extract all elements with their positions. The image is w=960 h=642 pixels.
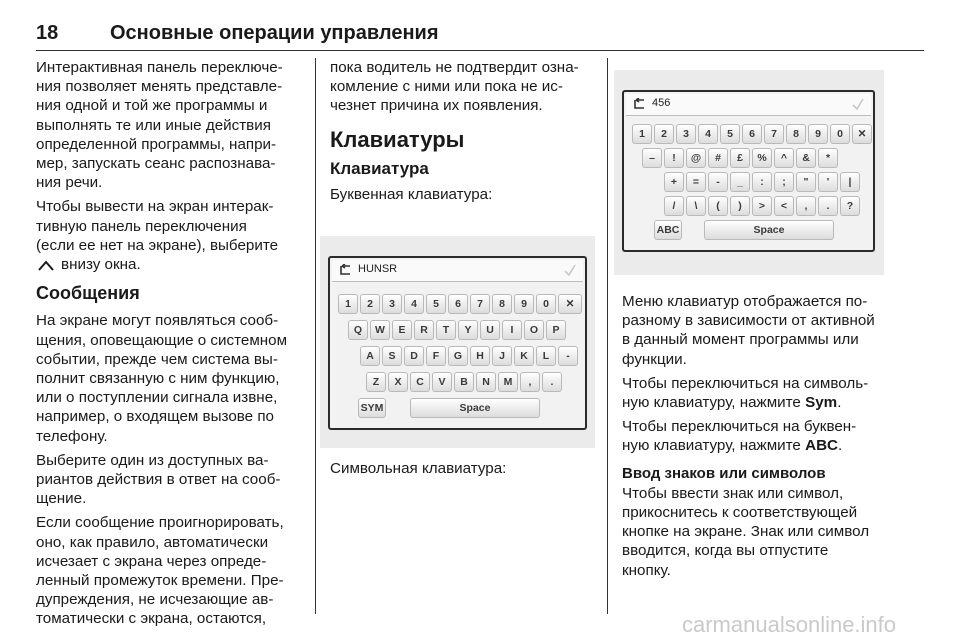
key[interactable]: G <box>448 346 468 366</box>
keyboard-frame <box>622 90 875 252</box>
key[interactable]: 6 <box>448 294 468 314</box>
key[interactable]: 8 <box>492 294 512 314</box>
key[interactable]: – <box>642 148 662 168</box>
text-line <box>36 255 302 274</box>
key[interactable]: : <box>752 172 772 192</box>
key[interactable]: S <box>382 346 402 366</box>
key[interactable]: 8 <box>786 124 806 144</box>
back-arrow-icon[interactable] <box>632 98 646 110</box>
keyboards-heading: Клавиатуры <box>330 126 465 152</box>
key[interactable]: V <box>432 372 452 392</box>
text-line: Чтобы ввести знак или символ, <box>622 484 844 502</box>
text-line: Если сообщение проигнорировать, <box>36 514 284 532</box>
key[interactable]: 5 <box>720 124 740 144</box>
key[interactable]: O <box>524 320 544 340</box>
entry-heading: Ввод знаков или символов <box>622 464 826 482</box>
key[interactable]: 1 <box>338 294 358 314</box>
text-line: щения, оповещающие о системном <box>36 331 288 349</box>
text-line: мер, запускать сеанс распознава- <box>36 155 276 173</box>
key[interactable]: ? <box>840 196 860 216</box>
key[interactable]: K <box>514 346 534 366</box>
symbol-keyboard-screenshot <box>614 70 884 275</box>
menu-paragraph <box>622 292 888 369</box>
key[interactable]: 3 <box>382 294 402 314</box>
text-line: томатически с экрана, остаются, <box>36 610 267 628</box>
text-line: ния одной и той же программы и <box>36 97 268 115</box>
key[interactable]: E <box>392 320 412 340</box>
letter-keyboard-screenshot <box>320 236 595 448</box>
key[interactable]: < <box>774 196 794 216</box>
key[interactable]: N <box>476 372 496 392</box>
key[interactable]: £ <box>730 148 750 168</box>
key[interactable]: @ <box>686 148 706 168</box>
space-key[interactable]: Space <box>704 220 834 240</box>
key[interactable]: ^ <box>774 148 794 168</box>
text-line: щение. <box>36 490 87 508</box>
text-line: телефону. <box>36 427 108 445</box>
text-line: Чтобы переключиться на символь- <box>622 374 869 392</box>
key[interactable]: P <box>546 320 566 340</box>
text-line: определенной программы, напри- <box>36 135 277 153</box>
keyboard-frame <box>328 256 587 430</box>
text-line: оно, как правило, автоматически <box>36 533 269 551</box>
text-line: ную клавиатуру, нажмите ABC. <box>622 437 843 455</box>
key[interactable]: , <box>520 372 540 392</box>
ignore-paragraph <box>36 513 302 628</box>
watermark: carmanualsonline.info <box>682 612 897 637</box>
text-line: в данный момент программы или <box>622 331 859 349</box>
text-line: разному в зависимости от активной <box>622 312 875 330</box>
key[interactable]: , <box>796 196 816 216</box>
column-3 <box>622 292 888 585</box>
back-arrow-icon[interactable] <box>338 264 352 276</box>
text-line: кнопку. <box>622 561 671 579</box>
input-bar <box>332 260 583 282</box>
column-divider-1 <box>315 58 316 614</box>
key[interactable]: A <box>360 346 380 366</box>
text-line: ную клавиатуру, нажмите Sym. <box>622 394 842 412</box>
text-line: тивную панель переключения <box>36 217 247 235</box>
key[interactable]: - <box>558 346 578 366</box>
key[interactable]: * <box>818 148 838 168</box>
delete-key[interactable]: ✕ <box>852 124 872 144</box>
key[interactable]: 0 <box>536 294 556 314</box>
key[interactable]: 1 <box>632 124 652 144</box>
input-bar <box>626 94 871 116</box>
text-line: функции. <box>622 350 687 368</box>
text-line: прикоснитесь к соответствующей <box>622 504 858 522</box>
key[interactable]: . <box>542 372 562 392</box>
sym-key[interactable]: SYM <box>358 398 386 418</box>
key[interactable]: Q <box>348 320 368 340</box>
delete-key[interactable]: ✕ <box>558 294 582 314</box>
text-line: Интерактивная панель переключе- <box>36 59 283 76</box>
checkmark-icon[interactable] <box>563 263 577 277</box>
key[interactable]: M <box>498 372 518 392</box>
key[interactable]: 4 <box>698 124 718 144</box>
text-line: Выберите один из доступных ва- <box>36 451 269 469</box>
text-line: комление с ними или пока не ис- <box>330 78 563 96</box>
key[interactable]: 2 <box>654 124 674 144</box>
text-line: например, о входящем вызове по <box>36 408 275 426</box>
key[interactable]: ! <box>664 148 684 168</box>
text-line: риантов действия в ответ на сооб- <box>36 471 281 489</box>
text-span: ную клавиатуру, нажмите <box>622 437 801 455</box>
text-line: полнит связанную с ним функцию, <box>36 370 280 388</box>
abc-keyword: ABC <box>805 437 839 455</box>
space-key[interactable]: Space <box>410 398 540 418</box>
key[interactable]: 9 <box>514 294 534 314</box>
key[interactable]: _ <box>730 172 750 192</box>
key[interactable]: > <box>752 196 772 216</box>
column-2 <box>330 58 594 204</box>
key[interactable]: 9 <box>808 124 828 144</box>
sym-keyword: Sym <box>805 394 838 412</box>
text-line: дупреждения, не исчезающие ав- <box>36 591 274 609</box>
abc-key[interactable]: ABC <box>654 220 682 240</box>
text-line: вводится, когда вы отпустите <box>622 542 829 560</box>
messages-paragraph <box>36 311 302 445</box>
symbol-keyboard-caption: Символьная клавиатура: <box>330 460 507 477</box>
text-line: ленный промежуток времени. Пре- <box>36 572 284 590</box>
key[interactable]: L <box>536 346 556 366</box>
chevron-up-icon <box>37 259 55 271</box>
text-line: выполнять те или иные действия <box>36 116 271 134</box>
key[interactable]: C <box>410 372 430 392</box>
switch-symbols-paragraph <box>622 374 888 412</box>
key[interactable]: ; <box>774 172 794 192</box>
key[interactable]: - <box>708 172 728 192</box>
key[interactable]: X <box>388 372 408 392</box>
key[interactable]: & <box>796 148 816 168</box>
text-line: кнопке на экране. Знак или символ <box>622 523 870 541</box>
key[interactable]: H <box>470 346 490 366</box>
entry-paragraph <box>622 484 888 580</box>
key[interactable]: R <box>414 320 434 340</box>
show-panel-paragraph <box>36 197 302 274</box>
key[interactable]: Y <box>458 320 478 340</box>
text-line: исчезает с экрана через опреде- <box>36 552 267 570</box>
key[interactable]: 7 <box>470 294 490 314</box>
key[interactable]: 2 <box>360 294 380 314</box>
key[interactable]: 7 <box>764 124 784 144</box>
key[interactable]: 4 <box>404 294 424 314</box>
letter-keyboard-caption: Буквенная клавиатура: <box>330 186 493 204</box>
key[interactable]: . <box>818 196 838 216</box>
key[interactable]: ' <box>818 172 838 192</box>
key[interactable]: 3 <box>676 124 696 144</box>
key[interactable]: 5 <box>426 294 446 314</box>
key[interactable]: ( <box>708 196 728 216</box>
text-span: внизу окна. <box>61 256 141 274</box>
key[interactable]: 6 <box>742 124 762 144</box>
page-title: Основные операции управления <box>110 22 439 44</box>
key[interactable]: \ <box>686 196 706 216</box>
key[interactable]: F <box>426 346 446 366</box>
choose-paragraph <box>36 451 302 509</box>
key[interactable]: I <box>502 320 522 340</box>
text-span: ную клавиатуру, нажмите <box>622 394 801 412</box>
switch-letters-paragraph <box>622 417 888 455</box>
text-line: пока водитель не подтвердит озна- <box>330 59 579 76</box>
key[interactable]: " <box>796 172 816 192</box>
header-divider <box>36 50 924 51</box>
key[interactable]: = <box>686 172 706 192</box>
key[interactable]: J <box>492 346 512 366</box>
key[interactable]: 0 <box>830 124 850 144</box>
text-line: Меню клавиатур отображается по- <box>622 293 868 310</box>
key[interactable]: B <box>454 372 474 392</box>
key[interactable]: W <box>370 320 390 340</box>
input-value: 456 <box>652 97 671 109</box>
continuation-paragraph <box>330 58 594 116</box>
checkmark-icon[interactable] <box>851 97 865 111</box>
text-line: (если ее нет на экране), выберите <box>36 236 279 254</box>
text-line: ния позволяет менять представле- <box>36 78 283 96</box>
page-number: 18 <box>36 22 59 44</box>
key[interactable]: U <box>480 320 500 340</box>
text-line: событии, прежде чем система вы- <box>36 350 278 368</box>
column-divider-2 <box>607 58 608 614</box>
key[interactable]: + <box>664 172 684 192</box>
keyboard-subheading: Клавиатура <box>330 158 429 178</box>
key[interactable]: ) <box>730 196 750 216</box>
text-line: или о поступлении сигнала извне, <box>36 389 278 407</box>
key[interactable]: % <box>752 148 772 168</box>
key[interactable]: D <box>404 346 424 366</box>
key[interactable]: # <box>708 148 728 168</box>
messages-heading: Сообщения <box>36 283 140 304</box>
text-line: На экране могут появляться сооб- <box>36 312 279 330</box>
text-line: ния речи. <box>36 174 103 192</box>
key[interactable]: / <box>664 196 684 216</box>
text-line: чезнет причина их появления. <box>330 97 543 115</box>
key[interactable]: Z <box>366 372 386 392</box>
input-value: HUNSR <box>358 263 398 275</box>
intro-paragraph <box>36 58 302 192</box>
column-1 <box>36 58 302 634</box>
text-line: Чтобы вывести на экран интерак- <box>36 198 274 216</box>
key[interactable]: T <box>436 320 456 340</box>
key[interactable]: | <box>840 172 860 192</box>
page-header <box>36 22 924 50</box>
text-line: Чтобы переключиться на буквен- <box>622 418 857 436</box>
